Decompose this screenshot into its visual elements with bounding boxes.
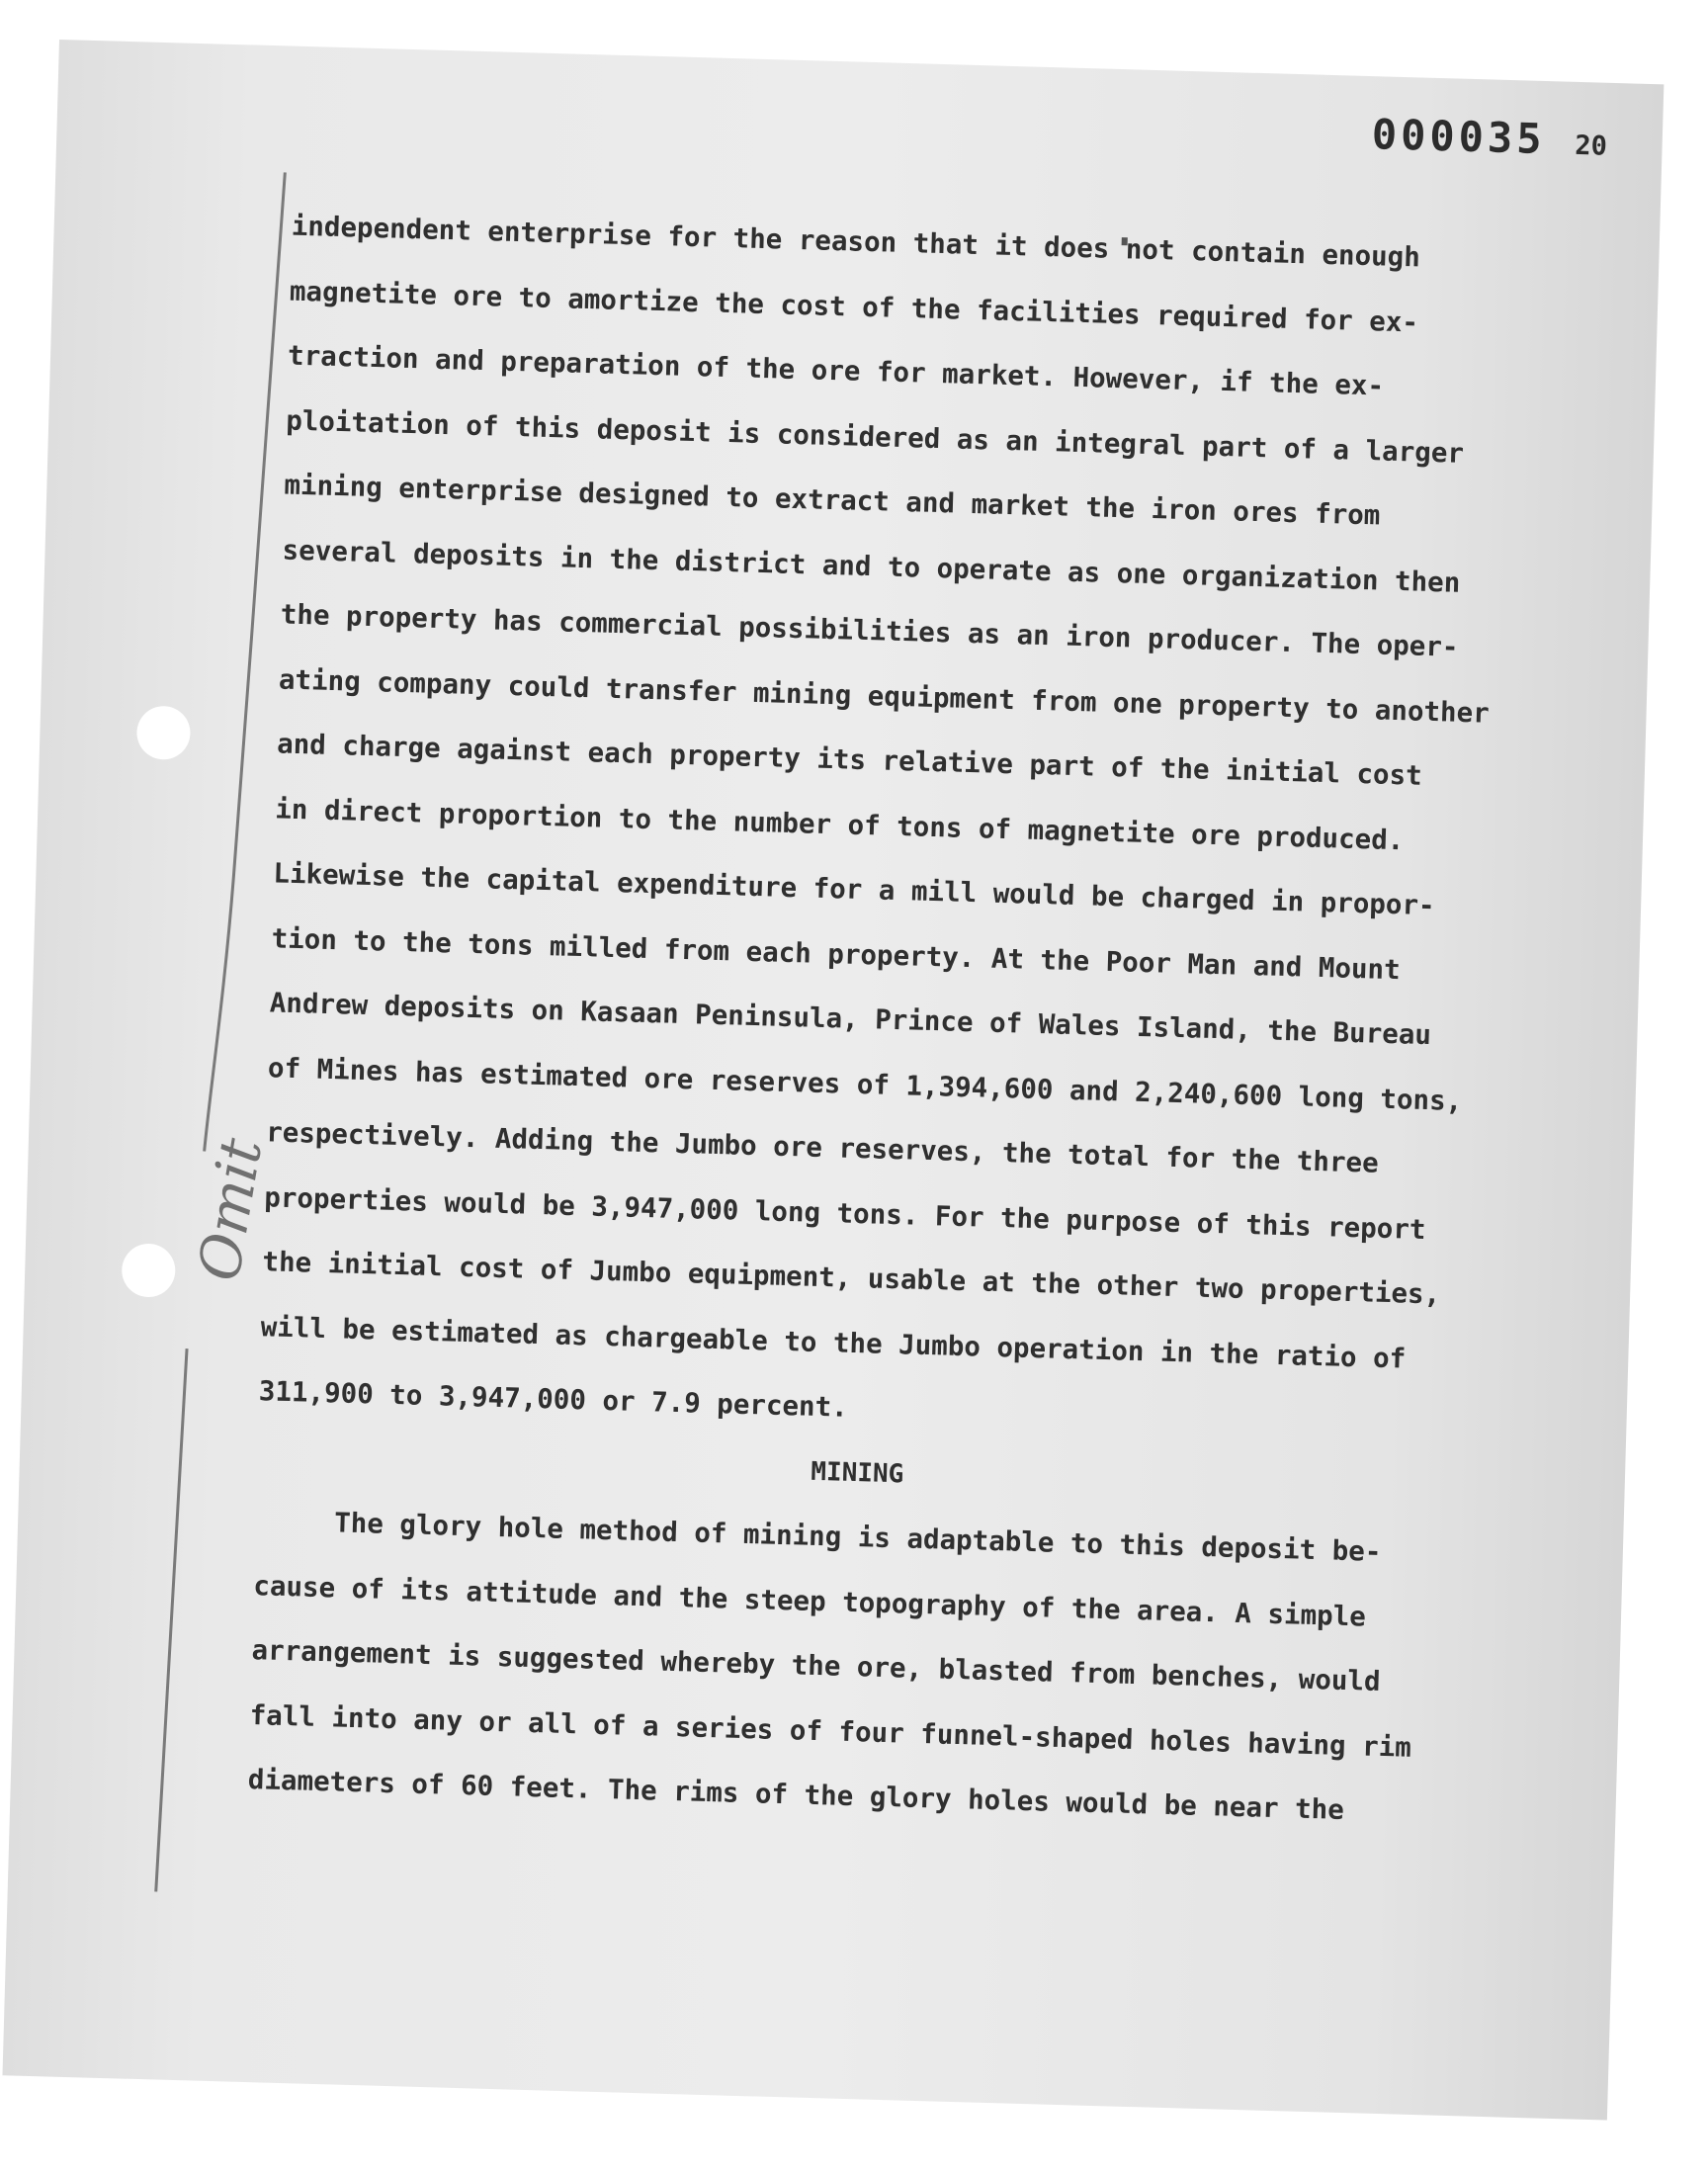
text-line: magnetite ore to amortize the cost of the facilities required for ex- [289, 275, 1419, 338]
text-line: and charge against each property its relative part of the initial cost [276, 728, 1423, 792]
section-heading-mining: MINING [810, 1456, 904, 1489]
text-line: in direct proportion to the number of tons of magnetite ore produced. [274, 792, 1405, 856]
text-line: arrangement is suggested whereby the ore, blasted from benches, would [251, 1634, 1381, 1697]
page-number: 20 [1574, 130, 1608, 162]
text-line: respectively. Adding the Jumbo ore reserves, the total for the three [265, 1116, 1380, 1179]
text-line: the property has commercial possibilities as an iron producer. The oper- [280, 598, 1459, 663]
text-line: several deposits in the district and to operate as one organization then [282, 534, 1461, 599]
text-line: will be estimated as chargeable to the Jumbo operation in the ratio of [260, 1310, 1407, 1375]
scanned-page [2, 40, 1664, 2121]
text-line: properties would be 3,947,000 long tons. For the purpose of this report [263, 1180, 1426, 1246]
page-header [1371, 110, 1608, 165]
document-stamp-number: 000035 [1371, 110, 1547, 164]
text-line: cause of its attitude and the steep topography of the area. A simple [252, 1569, 1367, 1633]
text-line: The glory hole method of mining is adaptable to this deposit be- [333, 1507, 1382, 1568]
text-line: traction and preparation of the ore for market. However, if the ex- [287, 339, 1385, 402]
text-line: tion to the tons milled from each property. At the Poor Man and Mount [271, 921, 1402, 986]
text-line: independent enterprise for the reason that it does not contain enough [291, 210, 1421, 274]
paragraph-1 [258, 195, 1493, 1458]
text-line: the initial cost of Jumbo equipment, usable at the other two properties, [262, 1246, 1441, 1311]
text-line: 311,900 to 3,947,000 or 7.9 percent. [258, 1375, 849, 1424]
text-line: of Mines has estimated ore reserves of 1,394,600 and 2,240,600 long tons, [267, 1051, 1463, 1117]
paragraph-2 [247, 1489, 1457, 1846]
text-line: ating company could transfer mining equipment from one property to another [278, 662, 1491, 730]
text-line: fall into any or all of a series of four funnel-shaped holes having rim [249, 1698, 1412, 1764]
body-text [247, 195, 1493, 1847]
text-line: mining enterprise designed to extract and market the iron ores from [284, 469, 1381, 532]
margin-handwritten-note: Omit [185, 1133, 276, 1286]
text-line: Likewise the capital expenditure for a mill would be charged in propor- [273, 857, 1436, 922]
text-line: ploitation of this deposit is considered as an integral part of a larger [285, 404, 1465, 470]
text-line: Andrew deposits on Kasaan Peninsula, Prince of Wales Island, the Bureau [269, 987, 1432, 1052]
text-line: diameters of 60 feet. The rims of the glory holes would be near the [247, 1764, 1345, 1826]
